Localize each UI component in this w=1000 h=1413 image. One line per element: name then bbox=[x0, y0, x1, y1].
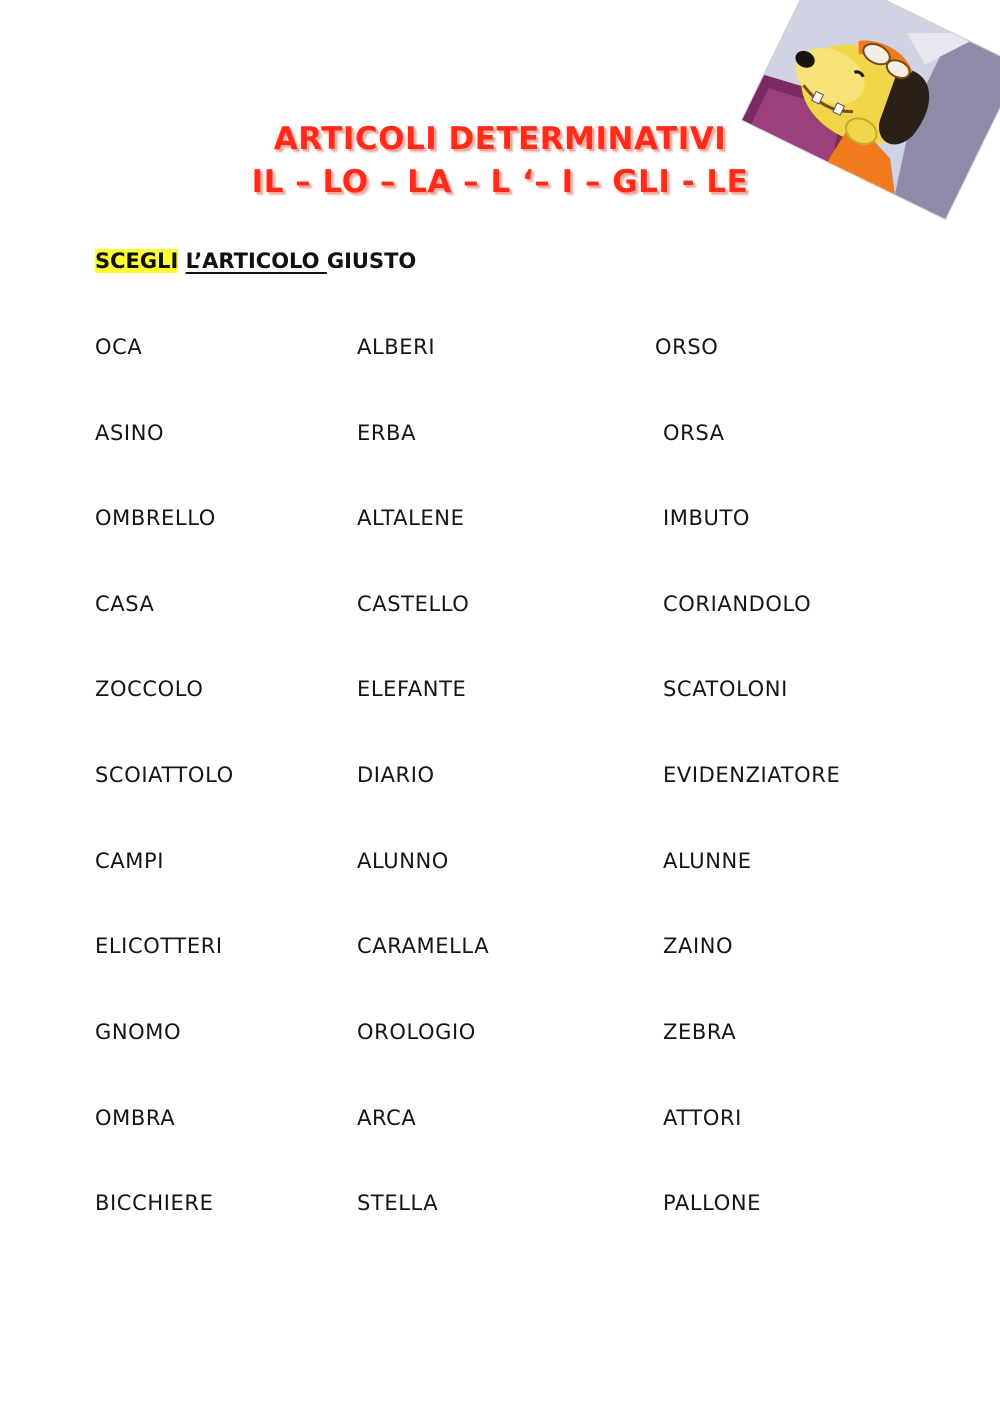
word-item: CASTELLO bbox=[357, 592, 470, 616]
word-item: ZOCCOLO bbox=[95, 677, 204, 701]
word-item: SCATOLONI bbox=[663, 677, 788, 701]
word-item: IMBUTO bbox=[663, 506, 751, 530]
word-item: SCOIATTOLO bbox=[95, 763, 234, 787]
word-item: ERBA bbox=[357, 421, 417, 445]
instruction-rest: GIUSTO bbox=[326, 249, 417, 273]
instruction-underlined: L’ARTICOLO bbox=[185, 249, 327, 273]
word-item: GNOMO bbox=[95, 1020, 182, 1044]
word-item: ORSO bbox=[655, 335, 719, 359]
instruction-highlight: SCEGLI bbox=[95, 249, 179, 273]
word-item: CAMPI bbox=[95, 849, 165, 873]
word-item: OROLOGIO bbox=[357, 1020, 476, 1044]
word-item: CORIANDOLO bbox=[663, 592, 812, 616]
word-item: STELLA bbox=[357, 1191, 439, 1215]
word-item: CASA bbox=[95, 592, 155, 616]
word-item: ATTORI bbox=[663, 1106, 742, 1130]
word-item: ALUNNO bbox=[357, 849, 449, 873]
word-item: EVIDENZIATORE bbox=[663, 763, 841, 787]
word-item: ASINO bbox=[95, 421, 165, 445]
word-item: ELICOTTERI bbox=[95, 934, 223, 958]
word-item: PALLONE bbox=[663, 1191, 762, 1215]
word-item: CARAMELLA bbox=[357, 934, 490, 958]
word-item: ALBERI bbox=[357, 335, 436, 359]
word-item: ZEBRA bbox=[663, 1020, 737, 1044]
word-item: ORSA bbox=[663, 421, 725, 445]
word-item: ARCA bbox=[357, 1106, 417, 1130]
page-subtitle-articles: IL – LO – LA – L ‘– I – GLI - LE bbox=[251, 164, 749, 200]
word-item: ALUNNE bbox=[663, 849, 752, 873]
word-item: ELEFANTE bbox=[357, 677, 467, 701]
word-item: OMBRA bbox=[95, 1106, 176, 1130]
word-item: ZAINO bbox=[663, 934, 734, 958]
word-item: ALTALENE bbox=[357, 506, 465, 530]
word-item: BICCHIERE bbox=[95, 1191, 214, 1215]
word-item: DIARIO bbox=[357, 763, 435, 787]
page-title: ARTICOLI DETERMINATIVI bbox=[273, 121, 727, 157]
word-item: OMBRELLO bbox=[95, 506, 216, 530]
word-item: OCA bbox=[95, 335, 143, 359]
instruction-line bbox=[95, 248, 416, 274]
